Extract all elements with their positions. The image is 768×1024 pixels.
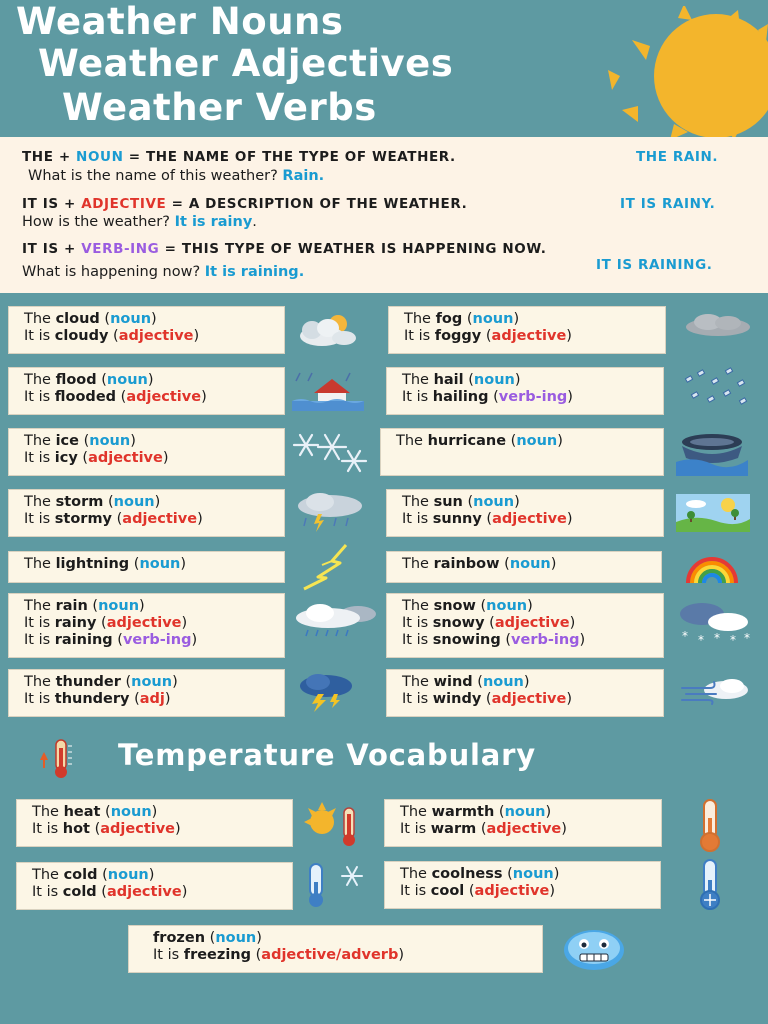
snow-cloud-icon xyxy=(676,600,752,646)
card-line xyxy=(24,389,284,406)
vocab-word: cold xyxy=(63,867,98,883)
vocab-card-hurricane xyxy=(380,428,664,476)
card-text: ( xyxy=(462,494,474,510)
card-text: ) xyxy=(513,311,520,327)
svg-text:*: * xyxy=(714,631,720,645)
card-text: It is xyxy=(32,821,63,837)
card-text: ) xyxy=(566,691,573,707)
noun-tag: noun xyxy=(516,433,558,449)
card-text: ( xyxy=(112,632,123,648)
noun-tag: noun xyxy=(106,372,148,388)
vocab-word: cloudy xyxy=(54,328,109,344)
vocab-word: foggy xyxy=(434,328,482,344)
card-text: ) xyxy=(181,884,188,900)
card-text: The xyxy=(24,494,56,510)
card-text: ) xyxy=(180,556,187,572)
card-line xyxy=(400,804,661,821)
card-text: ) xyxy=(151,311,157,327)
card-text: ( xyxy=(120,674,132,690)
card-text: ( xyxy=(103,494,114,510)
card-text: ( xyxy=(502,866,513,882)
card-line xyxy=(153,930,542,947)
card-text: ) xyxy=(514,494,520,510)
card-line xyxy=(32,867,292,884)
adjective-tag: adjective xyxy=(491,691,567,707)
rule-segment: = THE NAME OF THE TYPE OF WEATHER. xyxy=(123,149,456,165)
noun-tag: noun xyxy=(89,433,131,449)
card-line xyxy=(24,556,284,573)
adjective-tag: adjective xyxy=(106,884,182,900)
card-line xyxy=(402,632,663,649)
card-text: ) xyxy=(523,674,530,690)
adjective-tag: adjective xyxy=(494,615,570,631)
vocab-word: hail xyxy=(433,372,464,388)
noun-tag: noun xyxy=(110,311,152,327)
answer-text: It is raining. xyxy=(204,264,305,280)
card-text: It is xyxy=(32,884,63,900)
vocab-word: warmth xyxy=(431,804,495,820)
fog-icon xyxy=(682,312,754,340)
card-text: It is xyxy=(153,947,184,963)
vocab-card-warmth xyxy=(384,799,662,847)
card-text: ) xyxy=(191,632,198,648)
sun-icon xyxy=(608,6,768,142)
card-line xyxy=(24,328,284,345)
frozen-face-icon xyxy=(562,928,626,972)
vocab-card-coolness xyxy=(384,861,661,909)
card-text: ( xyxy=(112,511,123,527)
card-text: ) xyxy=(154,494,161,510)
card-line xyxy=(24,511,284,528)
title-weather-adjectives: Weather Adjectives xyxy=(38,42,454,85)
card-text: ) xyxy=(193,328,200,344)
vocab-word: cold xyxy=(62,884,97,900)
card-text: ) xyxy=(197,511,203,527)
answer-period: . xyxy=(252,214,257,230)
verb-ing-tag: verb-ing xyxy=(511,632,580,648)
rule-segment: = THIS TYPE OF WEATHER IS HAPPENING NOW. xyxy=(159,241,547,257)
adjective-tag: adjective xyxy=(106,615,182,631)
rule-noun-example: THE RAIN. xyxy=(636,149,719,165)
question-text: How is the weather? xyxy=(22,214,170,230)
vocab-card-rainbow xyxy=(386,551,662,583)
vocab-word: fog xyxy=(435,311,463,327)
vocab-card-wind xyxy=(386,669,664,717)
card-text: ) xyxy=(566,328,572,344)
card-text: ) xyxy=(147,372,154,388)
card-text: ( xyxy=(488,389,499,405)
card-text: ( xyxy=(472,674,483,690)
card-text: ) xyxy=(181,615,188,631)
card-text: ( xyxy=(463,372,474,388)
card-text: It is xyxy=(402,615,433,631)
vocab-word: thundery xyxy=(54,691,130,707)
cloud-sun-icon xyxy=(292,310,362,350)
vocab-word: wind xyxy=(433,674,473,690)
noun-tag: noun xyxy=(472,311,514,327)
rule-segment: THE + xyxy=(22,149,77,165)
vocab-word: flooded xyxy=(54,389,117,405)
noun-tag: noun xyxy=(486,598,528,614)
card-text: ( xyxy=(499,556,510,572)
noun-tag: noun xyxy=(473,372,515,388)
card-line xyxy=(400,866,660,883)
adjective-tag: adjective xyxy=(122,511,198,527)
card-text: ) xyxy=(130,433,136,449)
card-text: The xyxy=(24,556,56,572)
vocab-card-storm xyxy=(8,489,285,537)
flood-house-icon xyxy=(292,371,364,411)
card-text: It is xyxy=(24,511,55,527)
vocab-card-fog xyxy=(388,306,666,354)
vocab-word: snowing xyxy=(432,632,501,648)
vocab-word: freezing xyxy=(183,947,252,963)
card-text: ) xyxy=(139,598,145,614)
card-line xyxy=(24,691,284,708)
card-text: ) xyxy=(201,389,207,405)
vocab-card-thunder xyxy=(8,669,285,717)
card-text: ( xyxy=(96,372,107,388)
card-text: ) xyxy=(148,867,155,883)
rule-adjective-question xyxy=(22,214,257,230)
snowflake-icon xyxy=(290,431,370,475)
card-line xyxy=(24,311,284,328)
card-text: ) xyxy=(514,372,521,388)
vocab-card-rain xyxy=(8,593,285,658)
card-text: ) xyxy=(398,947,404,963)
verb-ing-tag: verb-ing xyxy=(122,632,192,648)
lightning-icon xyxy=(296,543,362,591)
card-text: ( xyxy=(205,930,216,946)
grammar-rules-panel xyxy=(0,137,768,293)
card-text: ( xyxy=(96,615,107,631)
card-text: It is xyxy=(402,389,433,405)
card-text: ) xyxy=(527,598,533,614)
card-line xyxy=(32,821,292,838)
card-text: The xyxy=(32,804,64,820)
rule-segment: VERB-ING xyxy=(81,241,160,257)
card-text: ) xyxy=(569,615,576,631)
adjective-tag: adjective xyxy=(492,511,567,527)
card-text: ( xyxy=(494,804,505,820)
adjective-tag: adjective xyxy=(126,389,202,405)
card-text: It is xyxy=(400,821,431,837)
card-line xyxy=(402,691,663,708)
card-text: ( xyxy=(108,328,119,344)
vocab-word: storm xyxy=(55,494,104,510)
noun-tag: noun xyxy=(139,556,181,572)
card-text: The xyxy=(402,556,434,572)
noun-tag: noun xyxy=(107,867,149,883)
rule-verb-example: IT IS RAINING. xyxy=(596,257,713,273)
card-line xyxy=(402,511,663,528)
rainbow-icon xyxy=(684,551,740,583)
card-text: It is xyxy=(402,691,433,707)
card-text: ( xyxy=(87,598,99,614)
vocab-card-lightning xyxy=(8,551,285,583)
adjective-tag: adj xyxy=(139,691,165,707)
card-line xyxy=(24,615,284,632)
vocab-card-snow xyxy=(386,593,664,658)
card-text: ( xyxy=(116,389,127,405)
vocab-card-frozen xyxy=(128,925,543,973)
vocab-word: cool xyxy=(430,883,465,899)
card-text: It is xyxy=(402,632,433,648)
card-text: ( xyxy=(481,511,493,527)
card-line xyxy=(24,433,284,450)
card-text: It is xyxy=(24,450,55,466)
card-text: It is xyxy=(24,691,55,707)
card-line xyxy=(400,883,660,900)
vocab-card-cold xyxy=(16,862,293,910)
vocab-card-hail xyxy=(386,367,664,415)
card-text: The xyxy=(404,311,436,327)
title-weather-nouns: Weather Nouns xyxy=(16,0,344,43)
card-line xyxy=(396,433,663,450)
card-text: The xyxy=(24,674,56,690)
card-text: ( xyxy=(251,947,262,963)
rule-segment: IT IS + xyxy=(22,196,82,212)
rule-adjective xyxy=(22,196,467,212)
vocab-word: snow xyxy=(433,598,476,614)
card-text: It is xyxy=(400,883,431,899)
card-text: ) xyxy=(550,556,557,572)
card-text: It is xyxy=(24,615,55,631)
card-text: ) xyxy=(567,389,573,405)
card-line xyxy=(32,884,292,901)
card-line xyxy=(402,556,661,573)
adjective-tag: adjective xyxy=(491,328,567,344)
card-text: ( xyxy=(99,311,111,327)
vocab-word: coolness xyxy=(431,866,503,882)
card-line xyxy=(402,389,663,406)
adjective-tag: adjective xyxy=(486,821,562,837)
answer-text: Rain. xyxy=(282,168,325,184)
card-line xyxy=(402,674,663,691)
rule-verb-question xyxy=(22,264,304,280)
card-line xyxy=(24,494,284,511)
card-line xyxy=(400,821,661,838)
adjective-tag: adjective xyxy=(118,328,194,344)
rule-noun-question xyxy=(28,168,324,184)
card-text: ( xyxy=(481,691,492,707)
card-text: The xyxy=(24,598,56,614)
svg-text:*: * xyxy=(744,631,750,645)
card-text: ) xyxy=(566,511,573,527)
vocab-word: raining xyxy=(54,632,113,648)
card-text: It is xyxy=(24,328,55,344)
card-line xyxy=(402,494,663,511)
card-text: ) xyxy=(549,883,555,899)
vocab-word: heat xyxy=(63,804,101,820)
vocab-word: stormy xyxy=(54,511,113,527)
card-text: ( xyxy=(506,433,517,449)
card-text: It is xyxy=(24,632,55,648)
vocab-word: lightning xyxy=(55,556,130,572)
card-line xyxy=(24,450,284,467)
card-line xyxy=(24,674,284,691)
vocab-card-sun xyxy=(386,489,664,537)
vocab-card-heat xyxy=(16,799,293,847)
vocab-word: icy xyxy=(54,450,78,466)
card-text: ) xyxy=(164,691,171,707)
card-text: ( xyxy=(100,804,111,820)
adjective-tag: adjective xyxy=(100,821,176,837)
rule-noun xyxy=(22,149,456,165)
card-text: ( xyxy=(77,450,89,466)
card-line xyxy=(402,372,663,389)
card-text: ( xyxy=(78,433,90,449)
card-text: ) xyxy=(256,930,262,946)
noun-tag: noun xyxy=(131,674,173,690)
vocab-card-ice xyxy=(8,428,285,476)
card-text: ) xyxy=(545,804,552,820)
adjective-tag: adjective/adverb xyxy=(261,947,399,963)
rule-segment: ADJECTIVE xyxy=(81,196,167,212)
card-text: The xyxy=(24,311,56,327)
card-text: ) xyxy=(561,821,567,837)
noun-tag: noun xyxy=(504,804,546,820)
card-text: ( xyxy=(464,883,475,899)
card-text: The xyxy=(400,804,432,820)
card-line xyxy=(24,632,284,649)
card-text: ( xyxy=(89,821,101,837)
card-text: ( xyxy=(475,598,487,614)
rule-segment: NOUN xyxy=(76,149,124,165)
card-line xyxy=(32,804,292,821)
temperature-vocabulary-title: Temperature Vocabulary xyxy=(118,738,536,772)
card-text: ( xyxy=(500,632,512,648)
noun-tag: noun xyxy=(482,674,524,690)
vocab-word: hot xyxy=(62,821,90,837)
rule-segment: IT IS + xyxy=(22,241,82,257)
vocab-word: cloud xyxy=(55,311,100,327)
card-text: ( xyxy=(96,884,107,900)
vocab-card-flood xyxy=(8,367,285,415)
wind-icon xyxy=(680,676,752,706)
vocab-word: sunny xyxy=(432,511,482,527)
card-line xyxy=(402,598,663,615)
card-line xyxy=(402,615,663,632)
card-text: It is xyxy=(402,511,433,527)
adjective-tag: adjective xyxy=(88,450,163,466)
hurricane-icon xyxy=(674,432,750,476)
card-line xyxy=(404,311,665,328)
noun-tag: noun xyxy=(215,930,257,946)
card-text: ( xyxy=(484,615,495,631)
card-text: ) xyxy=(553,866,560,882)
noun-tag: noun xyxy=(110,804,152,820)
storm-cloud-icon xyxy=(292,492,368,534)
card-text: It is xyxy=(404,328,435,344)
card-text: ) xyxy=(175,821,181,837)
svg-text:*: * xyxy=(698,633,704,646)
card-text: The xyxy=(396,433,428,449)
vocab-word: sun xyxy=(433,494,463,510)
card-line xyxy=(24,372,284,389)
vocab-word: rain xyxy=(55,598,88,614)
sunny-landscape-icon xyxy=(676,494,750,532)
card-text: The xyxy=(32,867,64,883)
answer-text: It is rainy xyxy=(174,214,253,230)
vocab-word: hurricane xyxy=(427,433,507,449)
hail-icon xyxy=(680,365,750,409)
card-text: ) xyxy=(557,433,563,449)
card-text: The xyxy=(402,598,434,614)
vocab-word: rainy xyxy=(54,615,97,631)
vocab-word: snowy xyxy=(432,615,485,631)
card-text: ( xyxy=(481,328,492,344)
cold-thermometer-icon xyxy=(300,862,370,908)
thermometer-up-icon xyxy=(38,738,82,780)
card-text: The xyxy=(402,372,434,388)
card-line xyxy=(404,328,665,345)
card-line xyxy=(153,947,542,964)
question-text: What is happening now? xyxy=(22,264,201,280)
card-text: ( xyxy=(476,821,487,837)
noun-tag: noun xyxy=(473,494,515,510)
noun-tag: noun xyxy=(98,598,140,614)
card-text: The xyxy=(24,433,56,449)
noun-tag: noun xyxy=(509,556,551,572)
rule-segment: = A DESCRIPTION OF THE WEATHER. xyxy=(166,196,468,212)
card-text: It is xyxy=(24,389,55,405)
hot-sun-thermometer-icon xyxy=(300,800,368,848)
rain-cloud-icon xyxy=(292,602,380,642)
card-text: ) xyxy=(151,804,158,820)
adjective-tag: adjective xyxy=(474,883,550,899)
card-text: The xyxy=(402,494,434,510)
vocab-word: rainbow xyxy=(433,556,500,572)
card-text: ) xyxy=(162,450,169,466)
vocab-word: frozen xyxy=(153,930,206,946)
card-text: The xyxy=(402,674,434,690)
vocab-card-cloud xyxy=(8,306,285,354)
warm-thermometer-icon xyxy=(690,798,730,854)
rule-verb xyxy=(22,241,546,257)
question-text: What is the name of this weather? xyxy=(28,168,278,184)
thunder-cloud-icon xyxy=(296,672,358,714)
svg-text:*: * xyxy=(730,633,736,646)
card-line xyxy=(24,598,284,615)
vocab-word: windy xyxy=(432,691,482,707)
card-text: The xyxy=(24,372,56,388)
cool-thermometer-icon xyxy=(690,858,730,912)
vocab-word: hailing xyxy=(432,389,489,405)
vocab-word: thunder xyxy=(55,674,121,690)
verb-ing-tag: verb-ing xyxy=(498,389,568,405)
card-text: ( xyxy=(462,311,473,327)
card-text: The xyxy=(400,866,432,882)
rule-adjective-example: IT IS RAINY. xyxy=(620,196,716,212)
card-text: ) xyxy=(579,632,586,648)
vocab-word: flood xyxy=(55,372,97,388)
card-text: ( xyxy=(97,867,108,883)
svg-text:*: * xyxy=(682,629,688,643)
vocab-word: ice xyxy=(55,433,79,449)
title-weather-verbs: Weather Verbs xyxy=(62,86,377,129)
card-text: ( xyxy=(129,691,140,707)
noun-tag: noun xyxy=(512,866,554,882)
vocab-word: warm xyxy=(430,821,477,837)
card-text: ( xyxy=(129,556,140,572)
noun-tag: noun xyxy=(113,494,155,510)
card-text: ) xyxy=(172,674,178,690)
